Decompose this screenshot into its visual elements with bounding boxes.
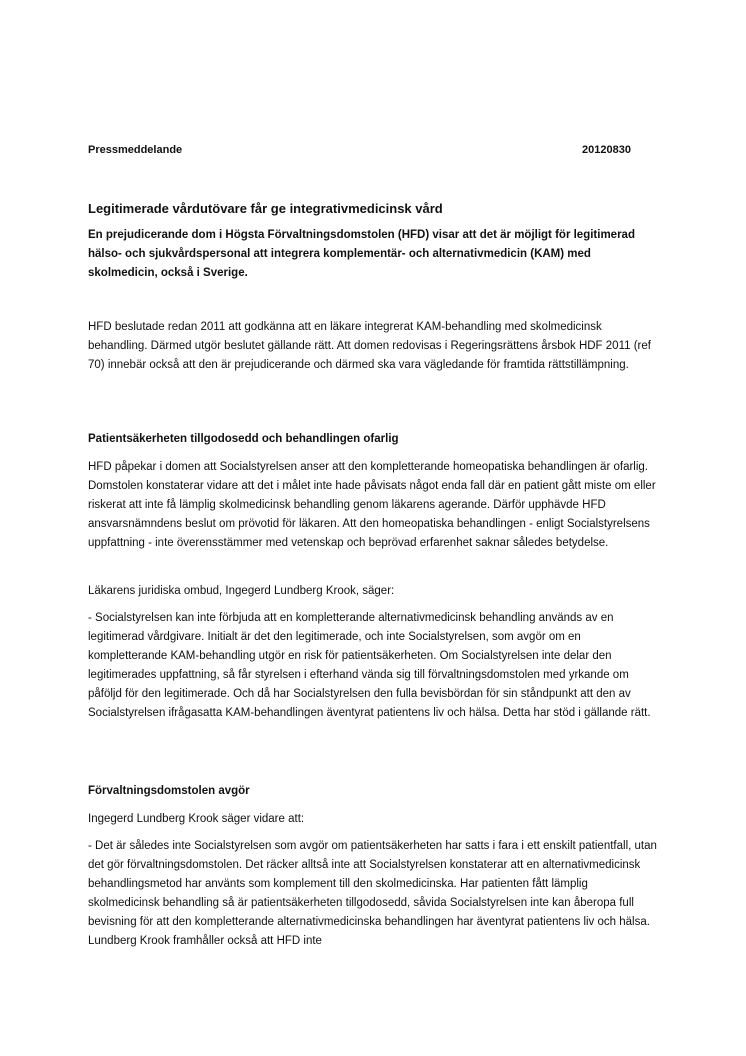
body-paragraph: HFD påpekar i domen att Socialstyrelsen anser att den kompletterande homeopatiska behandlingen är ofarlig. Domstolen konstaterar vidare att det i målet inte hade påvisats något enda fall där en patient gått miste om eller riskerat att inte få lämplig skolmedicinsk behandling genom läkarens agerande. Därför upphävde HFD ansvarsnämndens beslut om prövotid för läkaren. Att den homeopatiska behandlingen - enligt Socialstyrelsens uppfattning - inte överensstämmer med vetenskap och beprövad erfarenhet saknar således betydelse. [88,461,656,549]
document-date: 20120830 [582,144,631,156]
lead-paragraph: En prejudicerande dom i Högsta Förvaltningsdomstolen (HFD) visar att det är möjligt för legitimerad hälso- och sjukvårdspersonal att integrera komplementär- och alternativmedicin (KAM) med skolmedicin, också i Sverige. [88,229,635,279]
body-paragraph: Läkarens juridiska ombud, Ingegerd Lundberg Krook, säger: [88,585,395,597]
body-paragraph: Ingegerd Lundberg Krook säger vidare att: [88,813,305,825]
section-heading-court-decides: Förvaltningsdomstolen avgör [88,785,250,797]
document-title: Legitimerade vårdutövare får ge integrativmedicinsk vård [88,201,443,216]
intro-paragraph: HFD beslutade redan 2011 att godkänna att en läkare integrerat KAM-behandling med skolmedicinsk behandling. Därmed utgör beslutet gällande rätt. Att domen redovisas i Regeringsrättens årsbok HDF 2011 (ref 70) innebär också att den är prejudicerande och därmed ska vara vägledande för framtida rättstillämpning. [88,321,651,371]
quote-paragraph: - Det är således inte Socialstyrelsen som avgör om patientsäkerheten har satts i fara i ett enskilt patientfall, utan det gör förvaltningsdomstolen. Det räcker alltså inte att Socialstyrelsen konstaterar att en alternativmedicinsk behandlingsmetod har använts som komplement till den skolmedicinska. Har patienten fått lämplig skolmedicinsk behandling så är patientsäkerheten tillgodosedd, såvida Socialstyrelsen inte kan åberopa full bevisning för att den kompletterande alternativmedicinska behandlingen har äventyrat patientens liv och hälsa. Lundberg Krook framhåller också att HFD inte [88,840,657,947]
section-heading-patient-safety: Patientsäkerheten tillgodosedd och behandlingen ofarlig [88,433,399,445]
quote-paragraph: - Socialstyrelsen kan inte förbjuda att en kompletterande alternativmedicinsk behandling används av en legitimerad vårdgivare. Initialt är det den legitimerade, och inte Socialstyrelsen, som avgör om en kompletterande KAM-behandling utgör en risk för patientsäkerheten. Om Socialstyrelsen inte delar den legitimerades uppfattning, så får styrelsen i efterhand vända sig till förvaltningsdomstolen med yrkande om påföljd för den legitimerade. Och då har Socialstyrelsen den fulla bevisbördan för sin ståndpunkt att den av Socialstyrelsen ifrågasatta KAM-behandlingen äventyrat patientens liv och hälsa. Detta har stöd i gällande rätt. [88,612,651,719]
document-type-label: Pressmeddelande [88,144,183,156]
